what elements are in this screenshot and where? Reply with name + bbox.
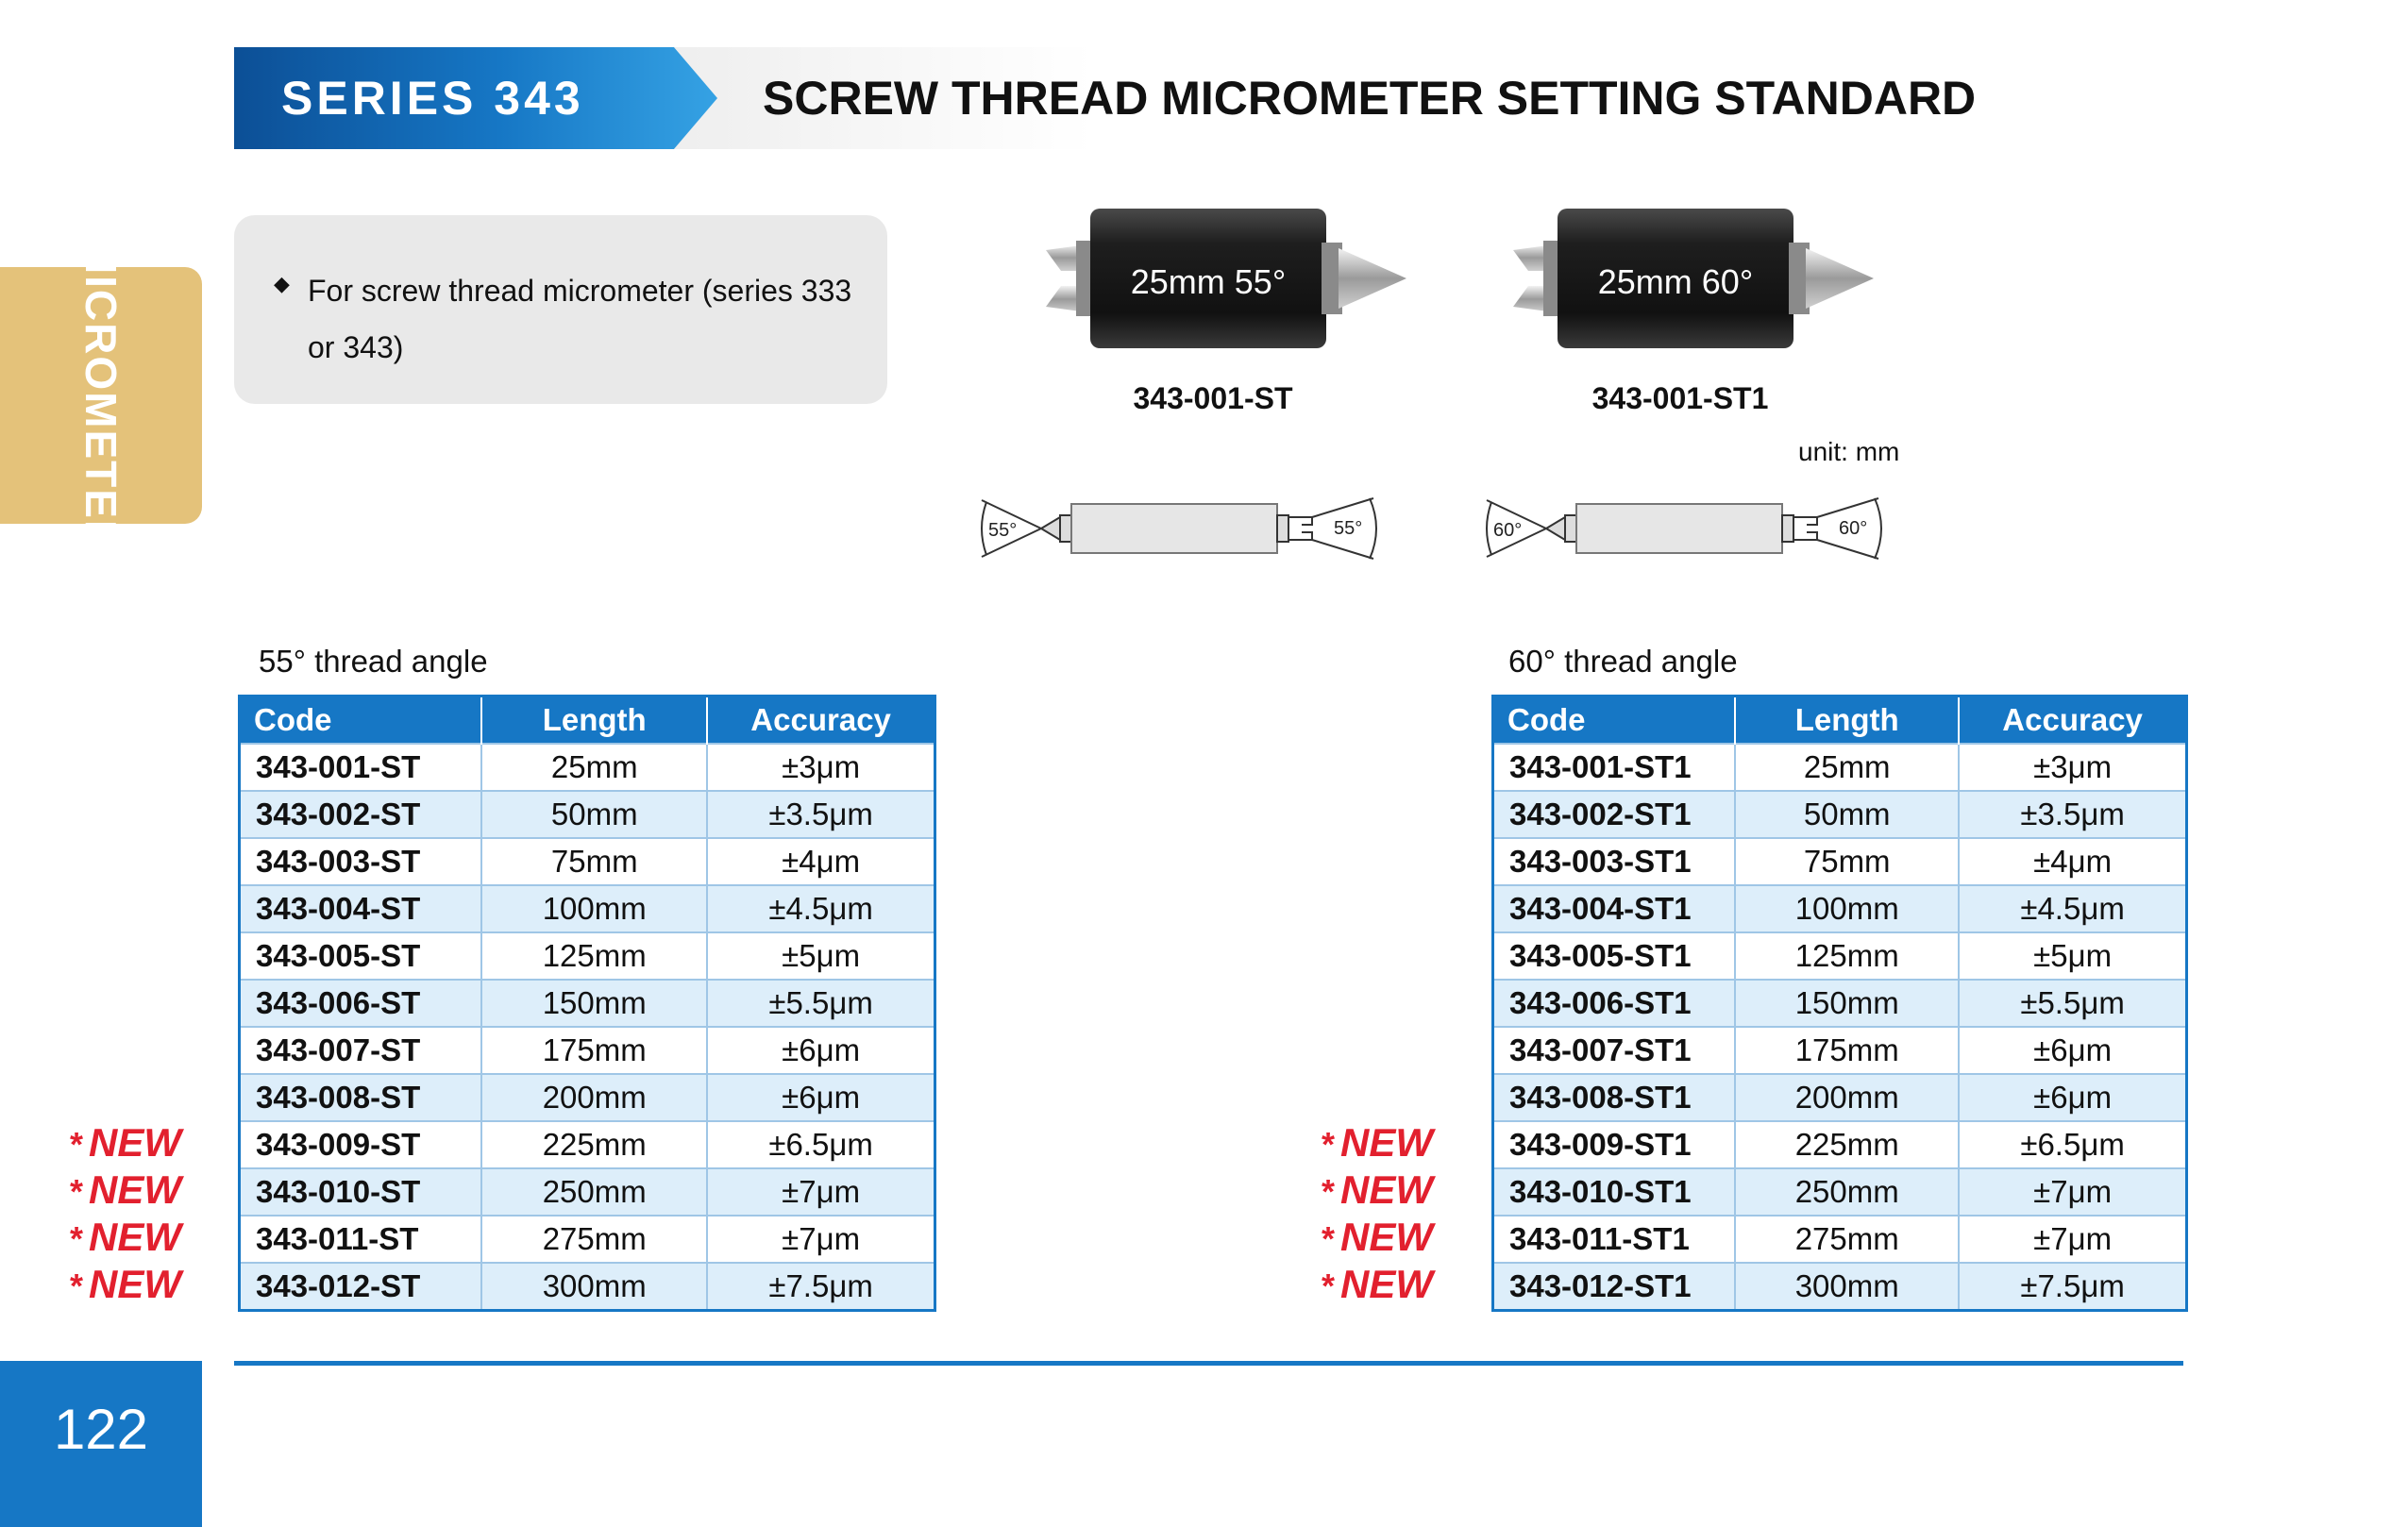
cell-length: 275mm [481,1216,707,1263]
new-label: NEW [1340,1262,1434,1306]
table-row [240,1216,935,1263]
cell-accuracy: ±3.5μm [1959,791,2186,838]
cell-code: 343-006-ST [240,980,482,1027]
cell-code: 343-012-ST1 [1493,1263,1736,1311]
new-badge [1322,1119,1433,1166]
cell-length: 100mm [1735,885,1959,932]
unit-label: unit: mm [1798,437,1900,466]
new-label: NEW [89,1262,182,1306]
column-header-accuracy: Accuracy [707,696,935,745]
column-header-code: Code [240,696,482,745]
new-badge [1322,1261,1433,1308]
table-55-caption: 55° thread angle [259,644,488,679]
cell-code: 343-003-ST [240,838,482,885]
cell-accuracy: ±5μm [1959,932,2186,980]
table-row [240,1121,935,1168]
new-label: NEW [89,1167,182,1212]
new-badge [70,1214,181,1261]
asterisk-icon: * [70,1172,84,1211]
new-badge [1322,1214,1433,1261]
asterisk-icon: * [1322,1267,1336,1305]
cell-length: 175mm [1735,1027,1959,1074]
asterisk-icon: * [1322,1125,1336,1164]
cell-accuracy: ±6.5μm [1959,1121,2186,1168]
cell-length: 150mm [481,980,707,1027]
cell-code: 343-008-ST [240,1074,482,1121]
cell-code: 343-006-ST1 [1493,980,1736,1027]
cell-code: 343-001-ST [240,744,482,791]
cell-accuracy: ±6.5μm [707,1121,935,1168]
table-row [1493,885,2187,932]
new-label: NEW [1340,1215,1434,1259]
product-55-label: 25mm 55° [1130,262,1287,301]
table-row [1493,1027,2187,1074]
cell-code: 343-005-ST1 [1493,932,1736,980]
cell-code: 343-011-ST1 [1493,1216,1736,1263]
cell-length: 50mm [1735,791,1959,838]
cell-length: 25mm [481,744,707,791]
series-title: SERIES 343 [281,72,584,125]
cell-accuracy: ±7μm [707,1216,935,1263]
cell-accuracy: ±4.5μm [1959,885,2186,932]
new-badge [70,1261,181,1308]
cell-accuracy: ±7μm [1959,1216,2186,1263]
cell-accuracy: ±5μm [707,932,935,980]
table-row [240,791,935,838]
cell-code: 343-004-ST [240,885,482,932]
drawing-60-angle-right: 60° [1839,518,1868,539]
diamond-bullet-icon: ◆ [274,272,290,295]
new-marks-60 [1322,1119,1433,1308]
new-badge [70,1119,181,1166]
cell-accuracy: ±7.5μm [1959,1263,2186,1311]
cell-code: 343-010-ST [240,1168,482,1216]
cell-length: 275mm [1735,1216,1959,1263]
cell-length: 125mm [481,932,707,980]
cell-code: 343-007-ST1 [1493,1027,1736,1074]
table-row [240,838,935,885]
page-number: 122 [53,1398,149,1461]
cell-length: 225mm [481,1121,707,1168]
cell-length: 200mm [481,1074,707,1121]
cell-accuracy: ±3.5μm [707,791,935,838]
product-55-code: 343-001-ST [1133,381,1293,415]
table-row [240,932,935,980]
drawing-60 [1482,491,1888,566]
drawing-55 [977,491,1383,566]
cell-accuracy: ±4.5μm [707,885,935,932]
cell-length: 175mm [481,1027,707,1074]
product-60-code: 343-001-ST1 [1591,381,1769,415]
cell-accuracy: ±6μm [707,1074,935,1121]
column-header-code: Code [1493,696,1736,745]
cell-accuracy: ±5.5μm [1959,980,2186,1027]
cell-accuracy: ±6μm [1959,1074,2186,1121]
table-row [240,744,935,791]
table-row [1493,1216,2187,1263]
new-label: NEW [89,1120,182,1165]
cell-length: 250mm [481,1168,707,1216]
asterisk-icon: * [70,1125,84,1164]
table-row [240,1263,935,1311]
cell-code: 343-004-ST1 [1493,885,1736,932]
page-title: SCREW THREAD MICROMETER SETTING STANDARD [763,72,1977,125]
cell-length: 200mm [1735,1074,1959,1121]
table-row [1493,980,2187,1027]
table-row [240,1168,935,1216]
table-55-header-row [240,696,935,745]
cell-length: 250mm [1735,1168,1959,1216]
section-tab-label-wrap [0,237,202,554]
cell-code: 343-002-ST1 [1493,791,1736,838]
cell-code: 343-010-ST1 [1493,1168,1736,1216]
setting-standard-55-image [1038,203,1416,354]
table-row [240,1074,935,1121]
table-60 [1491,695,2188,1312]
drawing-55-angle-right: 55° [1334,518,1363,539]
cell-code: 343-011-ST [240,1216,482,1263]
cell-length: 125mm [1735,932,1959,980]
cell-accuracy: ±6μm [1959,1027,2186,1074]
cell-code: 343-009-ST [240,1121,482,1168]
table-row [1493,1121,2187,1168]
new-marks-55 [70,1119,181,1308]
column-header-accuracy: Accuracy [1959,696,2186,745]
cell-code: 343-007-ST [240,1027,482,1074]
asterisk-icon: * [1322,1219,1336,1258]
table-row [240,885,935,932]
cell-accuracy: ±4μm [1959,838,2186,885]
table-55 [238,695,936,1312]
new-label: NEW [89,1215,182,1259]
table-row [240,1027,935,1074]
cell-length: 25mm [1735,744,1959,791]
cell-accuracy: ±4μm [707,838,935,885]
drawing-55-angle-left: 55° [988,520,1018,541]
table-60-header-row [1493,696,2187,745]
new-badge [1322,1166,1433,1214]
cell-code: 343-008-ST1 [1493,1074,1736,1121]
cell-length: 75mm [1735,838,1959,885]
drawing-60-angle-left: 60° [1493,520,1523,541]
new-badge [70,1166,181,1214]
cell-code: 343-009-ST1 [1493,1121,1736,1168]
table-row [1493,791,2187,838]
asterisk-icon: * [70,1219,84,1258]
cell-length: 300mm [1735,1263,1959,1311]
footer-divider [234,1361,2183,1366]
cell-accuracy: ±3μm [707,744,935,791]
cell-code: 343-005-ST [240,932,482,980]
table-row [1493,1263,2187,1311]
table-row [1493,1168,2187,1216]
table-row [240,980,935,1027]
setting-standard-60-image [1506,203,1883,354]
new-label: NEW [1340,1120,1434,1165]
cell-length: 50mm [481,791,707,838]
cell-accuracy: ±5.5μm [707,980,935,1027]
cell-length: 300mm [481,1263,707,1311]
asterisk-icon: * [70,1267,84,1305]
cell-length: 75mm [481,838,707,885]
column-header-length: Length [1735,696,1959,745]
cell-accuracy: ±7.5μm [707,1263,935,1311]
asterisk-icon: * [1322,1172,1336,1211]
cell-code: 343-001-ST1 [1493,744,1736,791]
column-header-length: Length [481,696,707,745]
cell-length: 100mm [481,885,707,932]
note-text: For screw thread micrometer (series 333 or 343) [308,274,852,364]
table-row [1493,744,2187,791]
cell-accuracy: ±7μm [1959,1168,2186,1216]
section-tab-label: MICROMETER [76,237,126,554]
cell-length: 150mm [1735,980,1959,1027]
table-row [1493,1074,2187,1121]
cell-code: 343-012-ST [240,1263,482,1311]
cell-accuracy: ±6μm [707,1027,935,1074]
table-row [1493,932,2187,980]
cell-code: 343-002-ST [240,791,482,838]
cell-accuracy: ±3μm [1959,744,2186,791]
product-60-label: 25mm 60° [1597,262,1754,301]
cell-length: 225mm [1735,1121,1959,1168]
table-row [1493,838,2187,885]
table-60-caption: 60° thread angle [1508,644,1738,679]
cell-accuracy: ±7μm [707,1168,935,1216]
new-label: NEW [1340,1167,1434,1212]
cell-code: 343-003-ST1 [1493,838,1736,885]
